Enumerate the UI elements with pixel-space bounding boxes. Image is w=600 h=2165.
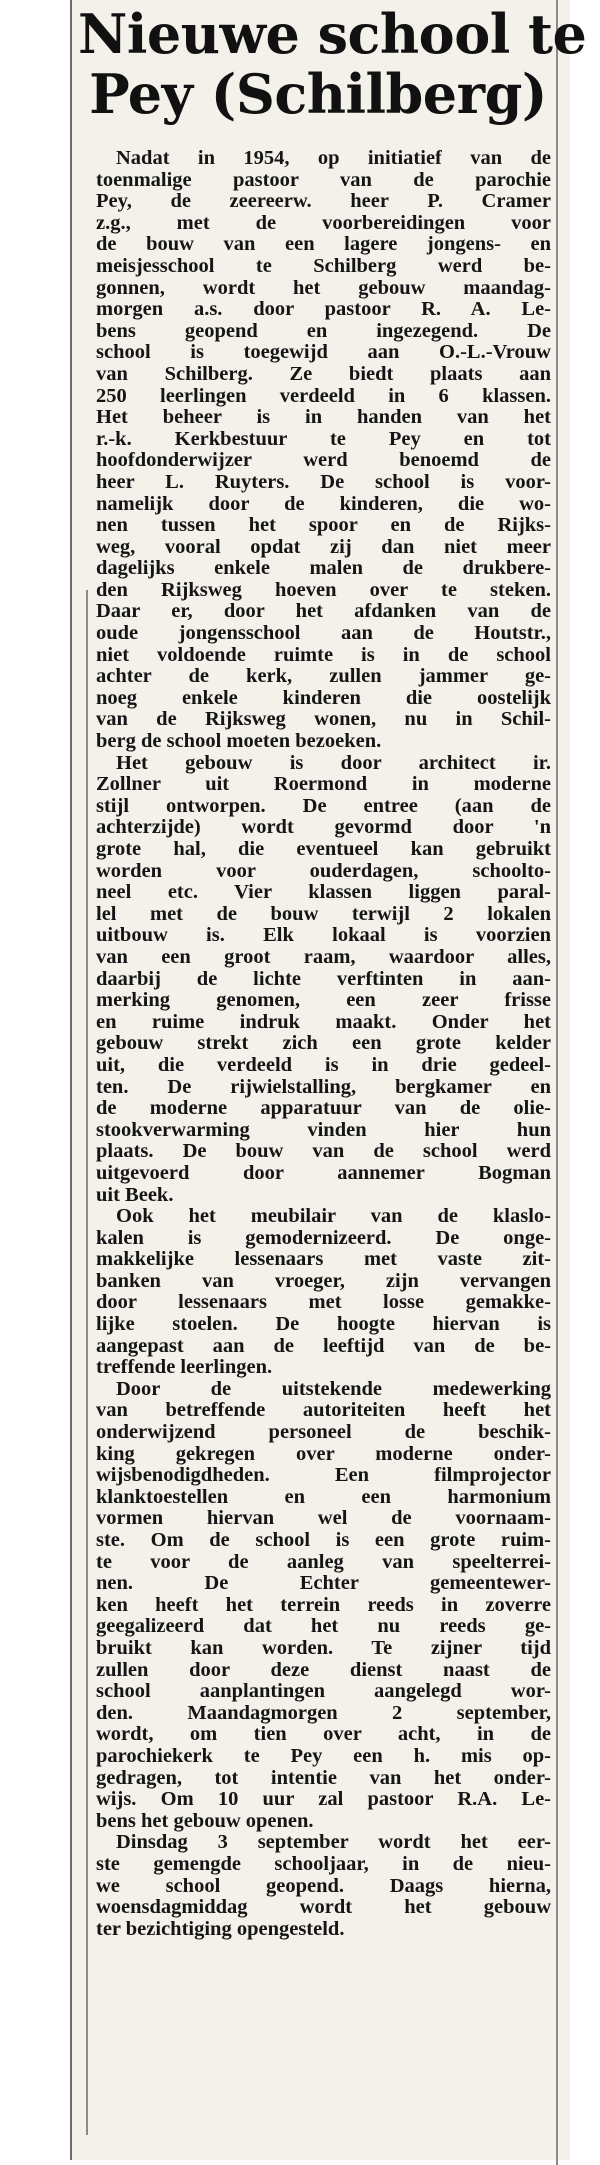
article-line: Ook het meubilair van de klaslo- (116, 1206, 551, 1228)
article-line: niet voldoende ruimte is in de school (96, 644, 551, 666)
article-line: dagelijks enkele malen de drukbere- (96, 558, 551, 580)
article-line: den. Maandagmorgen 2 september, (96, 1702, 551, 1724)
article-line: zullen door deze dienst naast de (96, 1659, 551, 1681)
article-line: berg de school moeten bezoeken. (96, 731, 382, 753)
article-line: wijsbenodigdheden. Een filmprojector (96, 1465, 551, 1487)
article-line: van een groot raam, waardoor alles, (96, 946, 551, 968)
article-line: kalen is gemodernizeerd. De onge- (96, 1227, 551, 1249)
article-line: r.-k. Kerkbestuur te Pey en tot (96, 428, 551, 450)
article-line: uit Beek. (96, 1184, 174, 1206)
article-line: Het gebouw is door architect ir. (116, 752, 551, 774)
article-line: noeg enkele kinderen die oostelijk (96, 687, 551, 709)
article-line: stookverwarming vinden hier hun (96, 1119, 551, 1141)
article-line: parochiekerk te Pey een h. mis op- (96, 1745, 551, 1767)
article-line: te voor de aanleg van speelterrei- (96, 1551, 551, 1573)
column-rule-left (86, 590, 88, 2135)
article-line: Door de uitstekende medewerking (116, 1378, 551, 1400)
article-line: de bouw van een lagere jongens- en (96, 234, 551, 256)
article-line: Dinsdag 3 september wordt het eer- (116, 1832, 551, 1854)
article-line: school aanplantingen aangelegd wor- (96, 1681, 551, 1703)
article-line: z.g., met de voorbereidingen voor (96, 212, 551, 234)
article-line: uitbouw is. Elk lokaal is voorzien (96, 925, 551, 947)
article-line: daarbij de lichte verftinten in aan- (96, 968, 551, 990)
article-line: en ruime indruk maakt. Onder het (96, 1011, 551, 1033)
article-line: worden voor ouderdagen, schoolto- (96, 860, 551, 882)
article-line: gedragen, tot intentie van het onder- (96, 1767, 551, 1789)
article-line: nen. De Echter gemeentewer- (96, 1573, 551, 1595)
article-line: onderwijzend personeel de beschik- (96, 1422, 551, 1444)
article-line: Daar er, door het afdanken van de (96, 601, 551, 623)
article-line: ste gemengde schooljaar, in de nieu- (96, 1853, 551, 1875)
article-line: ste. Om de school is een grote ruim- (96, 1530, 551, 1551)
article-line: lijke stoelen. De hoogte hiervan is (96, 1314, 551, 1336)
article-line: gonnen, wordt het gebouw maandag- (96, 277, 551, 299)
article-line: geegalizeerd dat het nu reeds ge- (96, 1616, 551, 1638)
article-line: bens het gebouw openen. (96, 1810, 314, 1832)
article-line: achterzijde) wordt gevormd door 'n (96, 817, 551, 839)
article-line: Zollner uit Roermond in moderne (96, 774, 551, 796)
article-line: neel etc. Vier klassen liggen paral- (96, 882, 551, 904)
article-line: merking genomen, een zeer frisse (96, 990, 551, 1012)
article-line: makkelijke lessenaars met vaste zit- (96, 1249, 551, 1271)
article-line: lel met de bouw terwijl 2 lokalen (96, 903, 551, 925)
article-line: aangepast aan de leeftijd van de be- (96, 1335, 551, 1357)
article-line: 250 leerlingen verdeeld in 6 klassen. (96, 385, 551, 407)
article-line: woensdagmiddag wordt het gebouw (96, 1897, 551, 1919)
article-line: heer L. Ruyters. De school is voor- (96, 471, 551, 493)
article-paragraph (96, 148, 551, 753)
article-line: meisjesschool te Schilberg werd be- (96, 255, 551, 277)
article-line: grote hal, die eventueel kan gebruikt (96, 839, 551, 860)
article-line: Het beheer is in handen van het (96, 407, 551, 429)
article-line: wordt, om tien over acht, in de (96, 1724, 551, 1746)
article-line: nen tussen het spoor en de Rijks- (96, 515, 551, 537)
article-line: uitgevoerd door aannemer Bogman (96, 1162, 551, 1184)
article-line: ken heeft het terrein reeds in zoverre (96, 1594, 551, 1616)
article-line: van de Rijksweg wonen, nu in Schil- (96, 709, 551, 731)
article-line: vormen hiervan wel de voornaam- (96, 1508, 551, 1530)
article-line: we school geopend. Daags hierna, (96, 1875, 551, 1897)
article-line: toenmalige pastoor van de parochie (96, 169, 551, 191)
article-line: namelijk door de kinderen, die wo- (96, 493, 551, 515)
article-line: Pey, de zeereerw. heer P. Cramer (96, 191, 551, 213)
article-line: king gekregen over moderne onder- (96, 1443, 551, 1465)
article-line: banken van vroeger, zijn vervangen (96, 1270, 551, 1292)
article-line: de moderne apparatuur van de olie- (96, 1098, 551, 1120)
article-line: wijs. Om 10 uur zal pastoor R.A. Le- (96, 1789, 551, 1811)
article-line: Nadat in 1954, op initiatief van de (116, 148, 551, 169)
article-line: weg, vooral opdat zij dan niet meer (96, 536, 551, 558)
article-paragraph (96, 1206, 551, 1379)
article-paragraph (96, 1379, 551, 1832)
headline (78, 2, 587, 126)
article-line: treffende leerlingen. (96, 1357, 273, 1379)
article-paragraph (96, 753, 551, 1206)
article-line: stijl ontworpen. De entree (aan de (96, 795, 551, 817)
headline-line-1: Nieuwe school te (78, 2, 587, 66)
article-line: oude jongensschool aan de Houtstr., (96, 623, 551, 645)
article-line: ter bezichtiging opengesteld. (96, 1918, 345, 1940)
article-line: den Rijksweg hoeven over te steken. (96, 579, 551, 601)
article-line: van betreffende autoriteiten heeft het (96, 1400, 551, 1422)
article-line: achter de kerk, zullen jammer ge- (96, 666, 551, 688)
headline-line-2: Pey (Schilberg) (89, 62, 547, 126)
article-line: school is toegewijd aan O.-L.-Vrouw (96, 342, 551, 364)
article-line: gebouw strekt zich een grote kelder (96, 1033, 551, 1055)
article-line: bruikt kan worden. Te zijner tijd (96, 1637, 551, 1659)
article-line: ten. De rijwielstalling, bergkamer en (96, 1076, 551, 1098)
article-line: van Schilberg. Ze biedt plaats aan (96, 363, 551, 385)
article-line: morgen a.s. door pastoor R. A. Le- (96, 299, 551, 321)
column-rule-right (556, 0, 558, 2165)
article-line: bens geopend en ingezegend. De (96, 320, 551, 342)
article-line: uit, die verdeeld is in drie gedeel- (96, 1054, 551, 1076)
article-line: hoofdonderwijzer werd benoemd de (96, 450, 551, 472)
article-line: plaats. De bouw van de school werd (96, 1141, 551, 1163)
article-body (96, 148, 551, 1940)
article-line: klanktoestellen en een harmonium (96, 1486, 551, 1508)
article-line: door lessenaars met losse gemakke- (96, 1292, 551, 1314)
article-paragraph (96, 1832, 551, 1940)
